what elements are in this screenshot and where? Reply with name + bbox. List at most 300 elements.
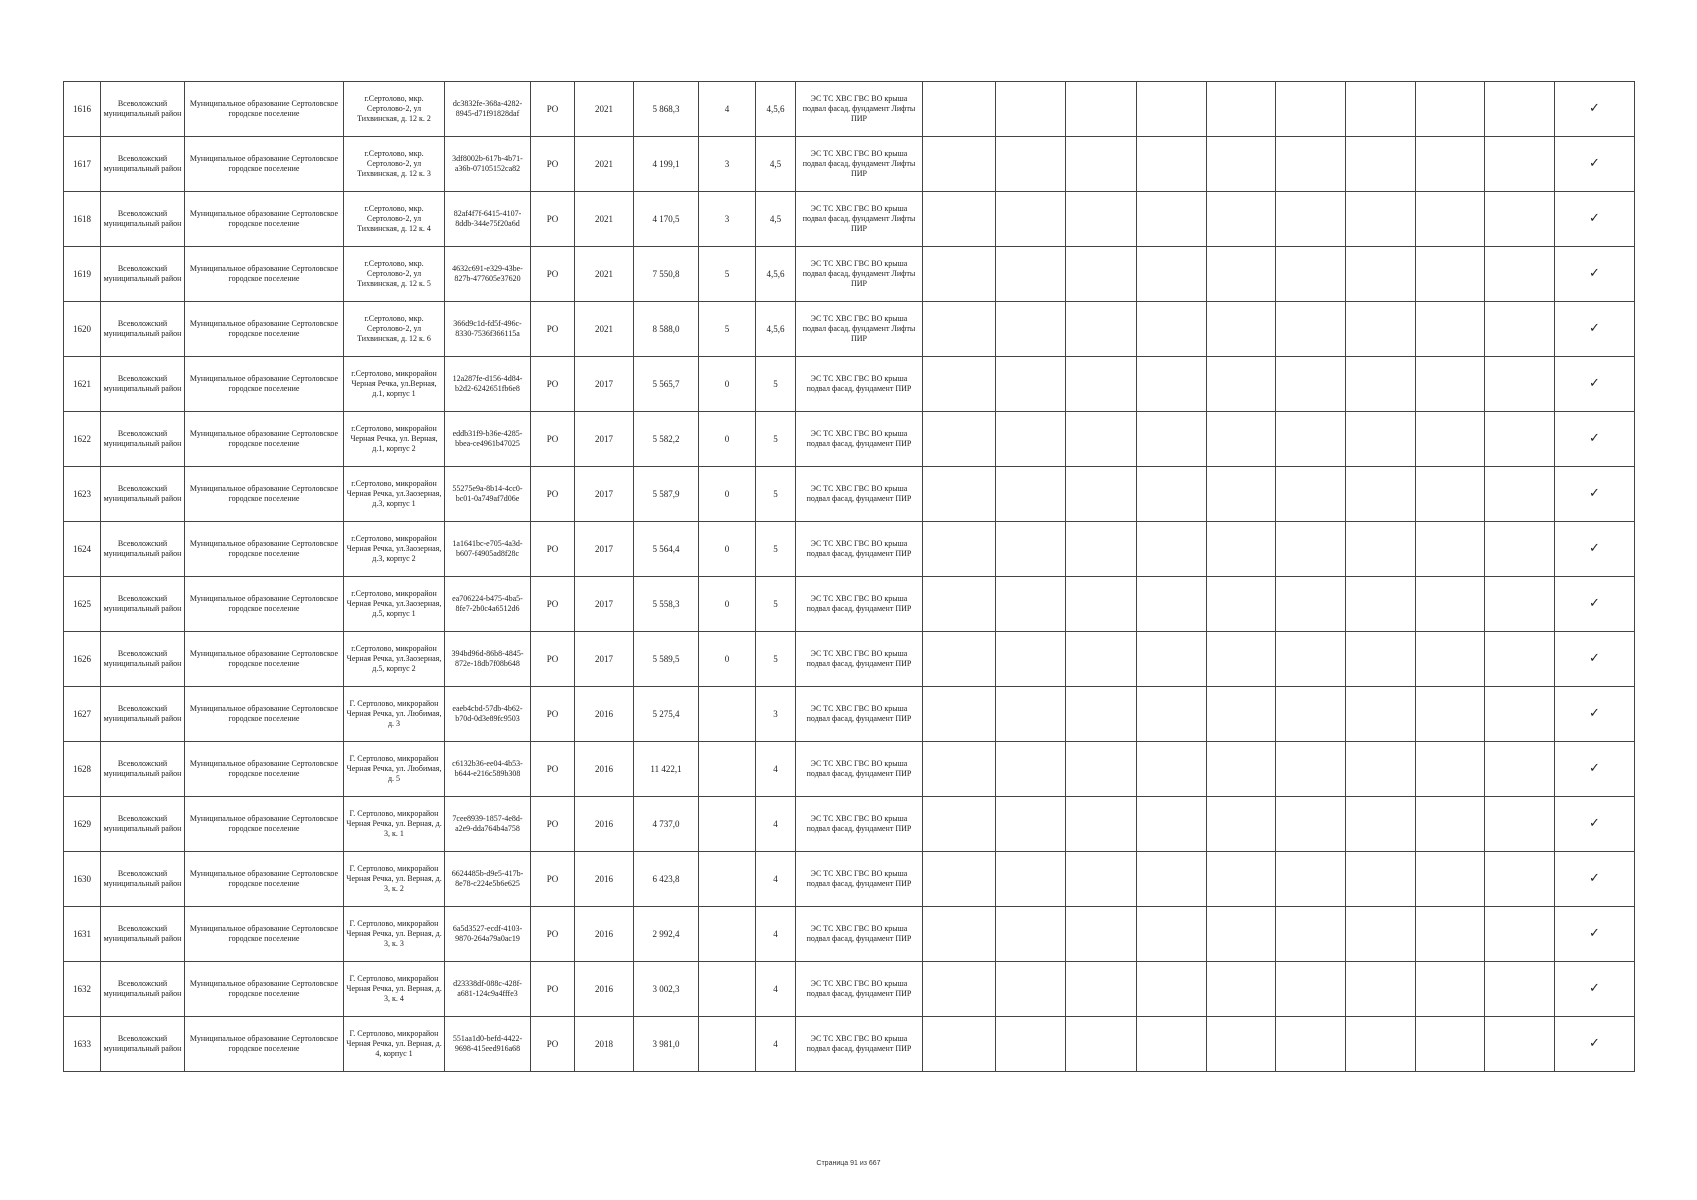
area-cell: 2 992,4 bbox=[634, 907, 699, 962]
row-number: 1617 bbox=[64, 137, 101, 192]
empty-cell bbox=[923, 82, 996, 137]
empty-cell bbox=[1276, 247, 1346, 302]
empty-cell bbox=[1276, 632, 1346, 687]
empty-cell bbox=[996, 962, 1066, 1017]
table-row bbox=[64, 852, 1635, 907]
empty-cell bbox=[923, 412, 996, 467]
count-cell bbox=[699, 962, 756, 1017]
checkmark-icon: ✓ bbox=[1555, 1017, 1635, 1072]
address-cell: Г. Сертолово, микрорайон Черная Речка, ул. Верная, д. 3, к. 2 bbox=[344, 852, 445, 907]
empty-cell bbox=[1276, 412, 1346, 467]
row-number: 1623 bbox=[64, 467, 101, 522]
municipality-cell: Муниципальное образование Сертоловское городское поселение bbox=[185, 742, 344, 797]
municipality-cell: Муниципальное образование Сертоловское городское поселение bbox=[185, 852, 344, 907]
empty-cell bbox=[1416, 852, 1485, 907]
district-cell: Всеволожский муниципальный район bbox=[101, 632, 185, 687]
count-cell: 0 bbox=[699, 412, 756, 467]
count-cell bbox=[699, 907, 756, 962]
works-cell: ЭС ТС ХВС ГВС ВО крыша подвал фасад, фундамент ПИР bbox=[796, 467, 923, 522]
count-cell: 4 bbox=[699, 82, 756, 137]
year-cell: 2016 bbox=[575, 687, 634, 742]
area-cell: 5 558,3 bbox=[634, 577, 699, 632]
municipality-cell: Муниципальное образование Сертоловское городское поселение bbox=[185, 412, 344, 467]
empty-cell bbox=[923, 357, 996, 412]
empty-cell bbox=[1137, 82, 1207, 137]
empty-cell bbox=[1416, 907, 1485, 962]
empty-cell bbox=[923, 907, 996, 962]
empty-cell bbox=[1207, 247, 1276, 302]
address-cell: Г. Сертолово, микрорайон Черная Речка, ул. Верная, д. 4, корпус 1 bbox=[344, 1017, 445, 1072]
address-cell: г.Сертолово, мкр. Сертолово-2, ул Тихвинская, д. 12 к. 3 bbox=[344, 137, 445, 192]
district-cell: Всеволожский муниципальный район bbox=[101, 82, 185, 137]
empty-cell bbox=[1137, 687, 1207, 742]
type-cell: РО bbox=[531, 632, 575, 687]
count-cell: 3 bbox=[699, 192, 756, 247]
empty-cell bbox=[923, 742, 996, 797]
empty-cell bbox=[923, 522, 996, 577]
empty-cell bbox=[923, 852, 996, 907]
row-number: 1625 bbox=[64, 577, 101, 632]
empty-cell bbox=[1346, 852, 1416, 907]
empty-cell bbox=[1485, 797, 1555, 852]
empty-cell bbox=[1485, 742, 1555, 797]
empty-cell bbox=[1346, 247, 1416, 302]
area-cell: 6 423,8 bbox=[634, 852, 699, 907]
empty-cell bbox=[996, 797, 1066, 852]
table-row bbox=[64, 82, 1635, 137]
empty-cell bbox=[1066, 522, 1137, 577]
district-cell: Всеволожский муниципальный район bbox=[101, 687, 185, 742]
works-cell: ЭС ТС ХВС ГВС ВО крыша подвал фасад, фундамент ПИР bbox=[796, 687, 923, 742]
checkmark-icon: ✓ bbox=[1555, 687, 1635, 742]
empty-cell bbox=[1137, 797, 1207, 852]
type-cell: РО bbox=[531, 302, 575, 357]
empty-cell bbox=[1207, 852, 1276, 907]
row-number: 1629 bbox=[64, 797, 101, 852]
empty-cell bbox=[1137, 467, 1207, 522]
count-cell bbox=[699, 852, 756, 907]
table-row bbox=[64, 577, 1635, 632]
table-row bbox=[64, 192, 1635, 247]
empty-cell bbox=[1346, 302, 1416, 357]
municipality-cell: Муниципальное образование Сертоловское городское поселение bbox=[185, 192, 344, 247]
table-row bbox=[64, 632, 1635, 687]
area-cell: 4 737,0 bbox=[634, 797, 699, 852]
address-cell: г.Сертолово, микрорайон Черная Речка, ул.Заозерная, д.5, корпус 1 bbox=[344, 577, 445, 632]
table-row bbox=[64, 137, 1635, 192]
empty-cell bbox=[1485, 302, 1555, 357]
empty-cell bbox=[1346, 962, 1416, 1017]
empty-cell bbox=[1137, 522, 1207, 577]
checkmark-icon: ✓ bbox=[1555, 357, 1635, 412]
empty-cell bbox=[1066, 247, 1137, 302]
count-cell: 0 bbox=[699, 632, 756, 687]
checkmark-icon: ✓ bbox=[1555, 962, 1635, 1017]
year-cell: 2016 bbox=[575, 797, 634, 852]
year-cell: 2017 bbox=[575, 632, 634, 687]
row-number: 1627 bbox=[64, 687, 101, 742]
type-cell: РО bbox=[531, 412, 575, 467]
row-number: 1618 bbox=[64, 192, 101, 247]
district-cell: Всеволожский муниципальный район bbox=[101, 192, 185, 247]
type-cell: РО bbox=[531, 1017, 575, 1072]
type-cell: РО bbox=[531, 82, 575, 137]
empty-cell bbox=[1207, 302, 1276, 357]
category-cell: 4 bbox=[756, 797, 796, 852]
works-cell: ЭС ТС ХВС ГВС ВО крыша подвал фасад, фундамент Лифты ПИР bbox=[796, 192, 923, 247]
empty-cell bbox=[1485, 357, 1555, 412]
empty-cell bbox=[1485, 852, 1555, 907]
row-number: 1628 bbox=[64, 742, 101, 797]
municipality-cell: Муниципальное образование Сертоловское городское поселение bbox=[185, 522, 344, 577]
empty-cell bbox=[1207, 577, 1276, 632]
checkmark-icon: ✓ bbox=[1555, 577, 1635, 632]
works-cell: ЭС ТС ХВС ГВС ВО крыша подвал фасад, фундамент ПИР bbox=[796, 852, 923, 907]
checkmark-icon: ✓ bbox=[1555, 467, 1635, 522]
category-cell: 4 bbox=[756, 907, 796, 962]
category-cell: 3 bbox=[756, 687, 796, 742]
table-row bbox=[64, 302, 1635, 357]
empty-cell bbox=[1346, 797, 1416, 852]
table-row bbox=[64, 797, 1635, 852]
row-number: 1619 bbox=[64, 247, 101, 302]
empty-cell bbox=[1066, 357, 1137, 412]
district-cell: Всеволожский муниципальный район bbox=[101, 797, 185, 852]
empty-cell bbox=[1207, 82, 1276, 137]
count-cell bbox=[699, 797, 756, 852]
category-cell: 4 bbox=[756, 962, 796, 1017]
empty-cell bbox=[923, 632, 996, 687]
category-cell: 5 bbox=[756, 577, 796, 632]
checkmark-icon: ✓ bbox=[1555, 82, 1635, 137]
empty-cell bbox=[1416, 1017, 1485, 1072]
empty-cell bbox=[1066, 632, 1137, 687]
year-cell: 2021 bbox=[575, 192, 634, 247]
district-cell: Всеволожский муниципальный район bbox=[101, 357, 185, 412]
municipality-cell: Муниципальное образование Сертоловское городское поселение bbox=[185, 687, 344, 742]
empty-cell bbox=[1346, 412, 1416, 467]
count-cell bbox=[699, 687, 756, 742]
category-cell: 5 bbox=[756, 467, 796, 522]
empty-cell bbox=[1276, 852, 1346, 907]
address-cell: Г. Сертолово, микрорайон Черная Речка, ул. Верная, д. 3, к. 3 bbox=[344, 907, 445, 962]
empty-cell bbox=[1207, 1017, 1276, 1072]
municipality-cell: Муниципальное образование Сертоловское городское поселение bbox=[185, 907, 344, 962]
category-cell: 4 bbox=[756, 852, 796, 907]
area-cell: 5 587,9 bbox=[634, 467, 699, 522]
guid-cell: c6132b36-ee04-4b53-b644-e216c589b308 bbox=[445, 742, 531, 797]
empty-cell bbox=[1276, 357, 1346, 412]
district-cell: Всеволожский муниципальный район bbox=[101, 852, 185, 907]
table-row bbox=[64, 412, 1635, 467]
address-cell: Г. Сертолово, микрорайон Черная Речка, ул. Любимая, д. 3 bbox=[344, 687, 445, 742]
empty-cell bbox=[923, 577, 996, 632]
empty-cell bbox=[1276, 687, 1346, 742]
category-cell: 5 bbox=[756, 522, 796, 577]
guid-cell: ea706224-b475-4ba5-8fe7-2b0c4a6512d6 bbox=[445, 577, 531, 632]
empty-cell bbox=[1207, 192, 1276, 247]
empty-cell bbox=[923, 962, 996, 1017]
empty-cell bbox=[1066, 577, 1137, 632]
empty-cell bbox=[1346, 742, 1416, 797]
empty-cell bbox=[923, 247, 996, 302]
register-table bbox=[63, 81, 1635, 1072]
empty-cell bbox=[1416, 742, 1485, 797]
municipality-cell: Муниципальное образование Сертоловское городское поселение bbox=[185, 467, 344, 522]
empty-cell bbox=[996, 302, 1066, 357]
year-cell: 2021 bbox=[575, 137, 634, 192]
year-cell: 2017 bbox=[575, 522, 634, 577]
empty-cell bbox=[996, 247, 1066, 302]
empty-cell bbox=[1416, 577, 1485, 632]
empty-cell bbox=[1276, 82, 1346, 137]
works-cell: ЭС ТС ХВС ГВС ВО крыша подвал фасад, фундамент ПИР bbox=[796, 357, 923, 412]
municipality-cell: Муниципальное образование Сертоловское городское поселение bbox=[185, 357, 344, 412]
guid-cell: 55275e9a-8b14-4cc0-bc01-0a749af7d06e bbox=[445, 467, 531, 522]
works-cell: ЭС ТС ХВС ГВС ВО крыша подвал фасад, фундамент ПИР bbox=[796, 577, 923, 632]
empty-cell bbox=[1066, 742, 1137, 797]
district-cell: Всеволожский муниципальный район bbox=[101, 522, 185, 577]
empty-cell bbox=[1137, 357, 1207, 412]
empty-cell bbox=[1066, 907, 1137, 962]
works-cell: ЭС ТС ХВС ГВС ВО крыша подвал фасад, фундамент ПИР bbox=[796, 632, 923, 687]
empty-cell bbox=[1276, 522, 1346, 577]
municipality-cell: Муниципальное образование Сертоловское городское поселение bbox=[185, 302, 344, 357]
row-number: 1630 bbox=[64, 852, 101, 907]
count-cell bbox=[699, 742, 756, 797]
checkmark-icon: ✓ bbox=[1555, 302, 1635, 357]
category-cell: 5 bbox=[756, 357, 796, 412]
guid-cell: 1a1641bc-e705-4a3d-b607-f4905ad8f28c bbox=[445, 522, 531, 577]
works-cell: ЭС ТС ХВС ГВС ВО крыша подвал фасад, фундамент Лифты ПИР bbox=[796, 302, 923, 357]
empty-cell bbox=[1485, 962, 1555, 1017]
empty-cell bbox=[1066, 82, 1137, 137]
empty-cell bbox=[1276, 137, 1346, 192]
empty-cell bbox=[996, 577, 1066, 632]
row-number: 1626 bbox=[64, 632, 101, 687]
category-cell: 4,5 bbox=[756, 192, 796, 247]
empty-cell bbox=[1416, 467, 1485, 522]
page-number: Страница 91 из 667 bbox=[816, 1160, 881, 1167]
district-cell: Всеволожский муниципальный район bbox=[101, 137, 185, 192]
district-cell: Всеволожский муниципальный район bbox=[101, 742, 185, 797]
empty-cell bbox=[1416, 357, 1485, 412]
area-cell: 5 275,4 bbox=[634, 687, 699, 742]
guid-cell: eddb31f9-b36e-4285-bbea-ce4961b47025 bbox=[445, 412, 531, 467]
table-row bbox=[64, 247, 1635, 302]
district-cell: Всеволожский муниципальный район bbox=[101, 962, 185, 1017]
address-cell: г.Сертолово, мкр. Сертолово-2, ул Тихвинская, д. 12 к. 5 bbox=[344, 247, 445, 302]
empty-cell bbox=[1066, 962, 1137, 1017]
category-cell: 5 bbox=[756, 632, 796, 687]
empty-cell bbox=[996, 852, 1066, 907]
address-cell: г.Сертолово, мкр. Сертолово-2, ул Тихвинская, д. 12 к. 6 bbox=[344, 302, 445, 357]
checkmark-icon: ✓ bbox=[1555, 907, 1635, 962]
count-cell bbox=[699, 1017, 756, 1072]
category-cell: 4,5,6 bbox=[756, 302, 796, 357]
count-cell: 0 bbox=[699, 467, 756, 522]
empty-cell bbox=[1276, 1017, 1346, 1072]
guid-cell: eaeb4cbd-57db-4b62-b70d-0d3e89fc9503 bbox=[445, 687, 531, 742]
empty-cell bbox=[923, 137, 996, 192]
empty-cell bbox=[1346, 192, 1416, 247]
area-cell: 3 981,0 bbox=[634, 1017, 699, 1072]
works-cell: ЭС ТС ХВС ГВС ВО крыша подвал фасад, фундамент ПИР bbox=[796, 522, 923, 577]
empty-cell bbox=[1137, 852, 1207, 907]
empty-cell bbox=[1346, 82, 1416, 137]
guid-cell: 6624485b-d9e5-417b-8e78-c224e5b6e625 bbox=[445, 852, 531, 907]
empty-cell bbox=[996, 412, 1066, 467]
area-cell: 5 868,3 bbox=[634, 82, 699, 137]
type-cell: РО bbox=[531, 137, 575, 192]
empty-cell bbox=[996, 907, 1066, 962]
empty-cell bbox=[1066, 302, 1137, 357]
category-cell: 4,5,6 bbox=[756, 247, 796, 302]
empty-cell bbox=[1137, 192, 1207, 247]
address-cell: г.Сертолово, микрорайон Черная Речка, ул.Заозерная, д.3, корпус 1 bbox=[344, 467, 445, 522]
type-cell: РО bbox=[531, 962, 575, 1017]
empty-cell bbox=[1066, 1017, 1137, 1072]
works-cell: ЭС ТС ХВС ГВС ВО крыша подвал фасад, фундамент Лифты ПИР bbox=[796, 82, 923, 137]
address-cell: г.Сертолово, микрорайон Черная Речка, ул.Заозерная, д.5, корпус 2 bbox=[344, 632, 445, 687]
year-cell: 2021 bbox=[575, 302, 634, 357]
checkmark-icon: ✓ bbox=[1555, 852, 1635, 907]
address-cell: г.Сертолово, микрорайон Черная Речка, ул.Верная, д.1, корпус 1 bbox=[344, 357, 445, 412]
type-cell: РО bbox=[531, 247, 575, 302]
address-cell: Г. Сертолово, микрорайон Черная Речка, ул. Верная, д. 3, к. 1 bbox=[344, 797, 445, 852]
table-row bbox=[64, 742, 1635, 797]
empty-cell bbox=[996, 467, 1066, 522]
address-cell: г.Сертолово, микрорайон Черная Речка, ул. Верная, д.1, корпус 2 bbox=[344, 412, 445, 467]
empty-cell bbox=[1137, 412, 1207, 467]
checkmark-icon: ✓ bbox=[1555, 192, 1635, 247]
empty-cell bbox=[1416, 797, 1485, 852]
empty-cell bbox=[1485, 577, 1555, 632]
empty-cell bbox=[1207, 522, 1276, 577]
type-cell: РО bbox=[531, 797, 575, 852]
empty-cell bbox=[1416, 82, 1485, 137]
empty-cell bbox=[1416, 687, 1485, 742]
year-cell: 2016 bbox=[575, 907, 634, 962]
empty-cell bbox=[1207, 137, 1276, 192]
row-number: 1632 bbox=[64, 962, 101, 1017]
empty-cell bbox=[1066, 852, 1137, 907]
empty-cell bbox=[1137, 962, 1207, 1017]
empty-cell bbox=[996, 357, 1066, 412]
area-cell: 7 550,8 bbox=[634, 247, 699, 302]
district-cell: Всеволожский муниципальный район bbox=[101, 577, 185, 632]
empty-cell bbox=[1207, 742, 1276, 797]
area-cell: 5 582,2 bbox=[634, 412, 699, 467]
empty-cell bbox=[1276, 467, 1346, 522]
empty-cell bbox=[996, 137, 1066, 192]
municipality-cell: Муниципальное образование Сертоловское городское поселение bbox=[185, 577, 344, 632]
type-cell: РО bbox=[531, 742, 575, 797]
empty-cell bbox=[1066, 192, 1137, 247]
empty-cell bbox=[1066, 687, 1137, 742]
category-cell: 5 bbox=[756, 412, 796, 467]
area-cell: 3 002,3 bbox=[634, 962, 699, 1017]
empty-cell bbox=[1207, 412, 1276, 467]
address-cell: Г. Сертолово, микрорайон Черная Речка, ул. Верная, д. 3, к. 4 bbox=[344, 962, 445, 1017]
count-cell: 5 bbox=[699, 302, 756, 357]
empty-cell bbox=[1416, 247, 1485, 302]
empty-cell bbox=[1416, 522, 1485, 577]
empty-cell bbox=[1346, 632, 1416, 687]
empty-cell bbox=[1485, 907, 1555, 962]
row-number: 1616 bbox=[64, 82, 101, 137]
empty-cell bbox=[996, 522, 1066, 577]
empty-cell bbox=[1066, 797, 1137, 852]
empty-cell bbox=[923, 467, 996, 522]
category-cell: 4,5 bbox=[756, 137, 796, 192]
empty-cell bbox=[923, 192, 996, 247]
works-cell: ЭС ТС ХВС ГВС ВО крыша подвал фасад, фундамент ПИР bbox=[796, 797, 923, 852]
empty-cell bbox=[1485, 687, 1555, 742]
empty-cell bbox=[1485, 82, 1555, 137]
table-row bbox=[64, 907, 1635, 962]
address-cell: г.Сертолово, микрорайон Черная Речка, ул.Заозерная, д.3, корпус 2 bbox=[344, 522, 445, 577]
empty-cell bbox=[1276, 192, 1346, 247]
count-cell: 3 bbox=[699, 137, 756, 192]
row-number: 1624 bbox=[64, 522, 101, 577]
empty-cell bbox=[1207, 687, 1276, 742]
district-cell: Всеволожский муниципальный район bbox=[101, 412, 185, 467]
table-row bbox=[64, 687, 1635, 742]
empty-cell bbox=[923, 302, 996, 357]
municipality-cell: Муниципальное образование Сертоловское городское поселение bbox=[185, 962, 344, 1017]
count-cell: 5 bbox=[699, 247, 756, 302]
row-number: 1622 bbox=[64, 412, 101, 467]
empty-cell bbox=[1137, 247, 1207, 302]
year-cell: 2016 bbox=[575, 852, 634, 907]
guid-cell: 366d9c1d-fd5f-496c-8330-7536f366115a bbox=[445, 302, 531, 357]
district-cell: Всеволожский муниципальный район bbox=[101, 1017, 185, 1072]
count-cell: 0 bbox=[699, 357, 756, 412]
table-row bbox=[64, 467, 1635, 522]
checkmark-icon: ✓ bbox=[1555, 522, 1635, 577]
empty-cell bbox=[1416, 962, 1485, 1017]
empty-cell bbox=[1276, 577, 1346, 632]
empty-cell bbox=[1416, 302, 1485, 357]
empty-cell bbox=[1346, 522, 1416, 577]
type-cell: РО bbox=[531, 852, 575, 907]
empty-cell bbox=[996, 687, 1066, 742]
empty-cell bbox=[1207, 962, 1276, 1017]
empty-cell bbox=[923, 797, 996, 852]
checkmark-icon: ✓ bbox=[1555, 137, 1635, 192]
municipality-cell: Муниципальное образование Сертоловское городское поселение bbox=[185, 137, 344, 192]
empty-cell bbox=[1207, 357, 1276, 412]
empty-cell bbox=[1207, 467, 1276, 522]
count-cell: 0 bbox=[699, 577, 756, 632]
empty-cell bbox=[1485, 467, 1555, 522]
guid-cell: 6a5d3527-ecdf-4103-9870-264a79a0ac19 bbox=[445, 907, 531, 962]
municipality-cell: Муниципальное образование Сертоловское городское поселение bbox=[185, 1017, 344, 1072]
empty-cell bbox=[1416, 412, 1485, 467]
row-number: 1633 bbox=[64, 1017, 101, 1072]
count-cell: 0 bbox=[699, 522, 756, 577]
year-cell: 2018 bbox=[575, 1017, 634, 1072]
checkmark-icon: ✓ bbox=[1555, 412, 1635, 467]
empty-cell bbox=[1346, 137, 1416, 192]
year-cell: 2017 bbox=[575, 412, 634, 467]
category-cell: 4,5,6 bbox=[756, 82, 796, 137]
empty-cell bbox=[996, 1017, 1066, 1072]
empty-cell bbox=[1346, 467, 1416, 522]
works-cell: ЭС ТС ХВС ГВС ВО крыша подвал фасад, фундамент Лифты ПИР bbox=[796, 247, 923, 302]
empty-cell bbox=[1066, 137, 1137, 192]
